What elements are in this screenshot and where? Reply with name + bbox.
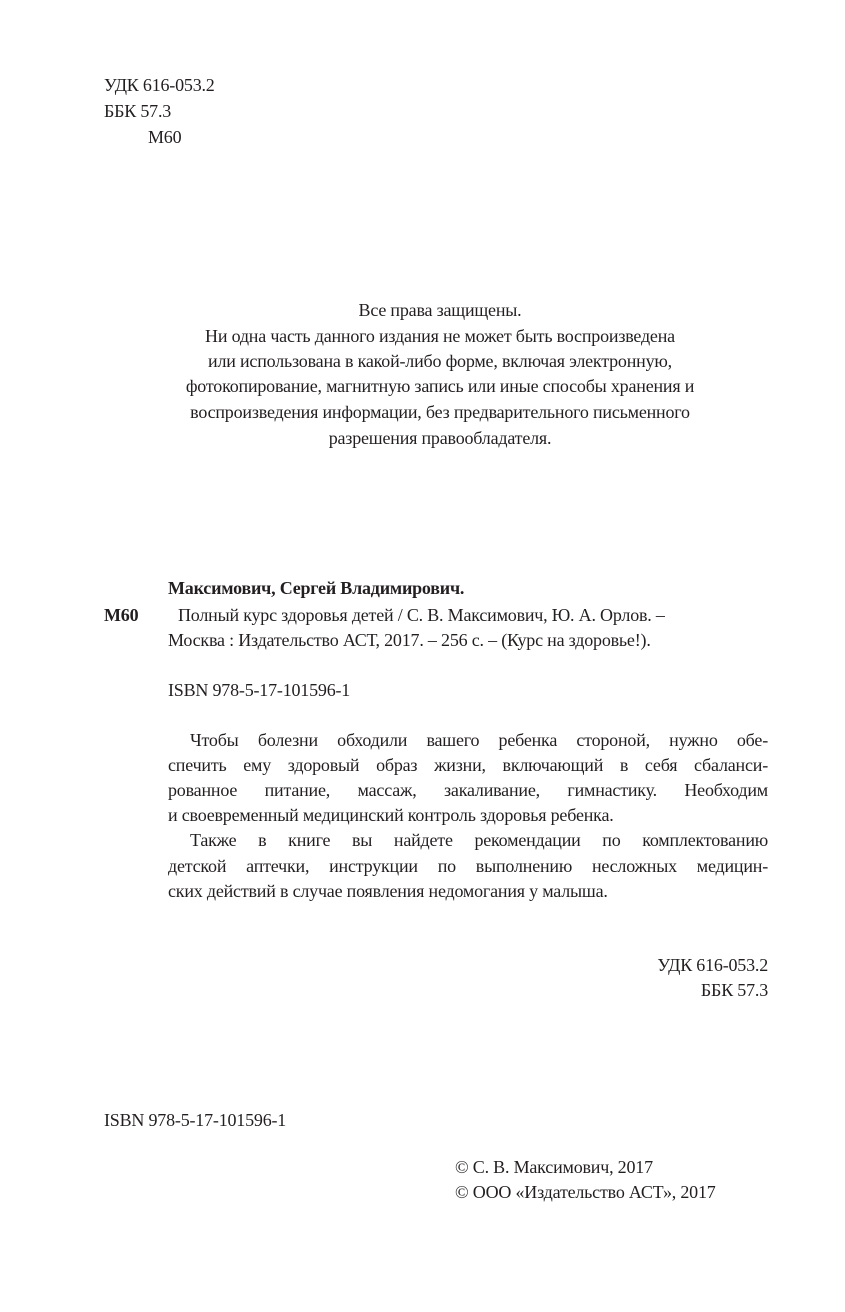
- catalog-imprint: Москва : Издательство АСТ, 2017. – 256 с. – (Курс на здоровье!).: [168, 630, 651, 650]
- footer-isbn: ISBN 978-5-17-101596-1: [104, 1110, 287, 1130]
- catalog-title: Полный курс здоровья детей / С. В. Максимович, Ю. А. Орлов. –: [178, 605, 665, 625]
- copyright-line: © С. В. Максимович, 2017: [455, 1157, 653, 1177]
- rights-line: разрешения правообладателя.: [328, 428, 552, 448]
- annotation-line: Чтобы болезни обходили вашего ребенка стороной, нужно обе-: [190, 730, 768, 750]
- annotation-line: Также в книге вы найдете рекомендации по комплектованию: [190, 830, 768, 850]
- catalog-mark: М60: [104, 605, 139, 625]
- annotation-line: и своевременный медицинский контроль здоровья ребенка.: [168, 805, 614, 825]
- annotation-line: рованное питание, массаж, закаливание, гимнастику. Необходим: [168, 780, 768, 800]
- catalog-isbn: ISBN 978-5-17-101596-1: [168, 680, 351, 700]
- annotation-line: ских действий в случае появления недомогания у малыша.: [168, 881, 608, 901]
- rights-line: воспроизведения информации, без предварительного письменного: [190, 402, 690, 422]
- rights-line: или использована в какой-либо форме, включая электронную,: [208, 351, 672, 371]
- rights-line: фотокопирование, магнитную запись или иные способы хранения и: [185, 376, 695, 396]
- rights-line: Все права защищены.: [358, 300, 522, 320]
- annotation-line: детской аптечки, инструкции по выполнению несложных медицин-: [168, 856, 768, 876]
- bbk-code: ББК 57.3: [104, 101, 172, 121]
- catalog-udk: УДК 616-053.2: [657, 955, 768, 975]
- catalog-bbk: ББК 57.3: [700, 980, 768, 1000]
- copyright-line: © ООО «Издательство АСТ», 2017: [455, 1182, 716, 1202]
- annotation-line: спечить ему здоровый образ жизни, включающий в себя сбаланси-: [168, 755, 768, 775]
- catalog-author: Максимович, Сергей Владимирович.: [168, 578, 465, 598]
- author-mark: М60: [148, 127, 182, 147]
- rights-line: Ни одна часть данного издания не может быть воспроизведена: [205, 326, 675, 346]
- udk-code: УДК 616-053.2: [104, 75, 215, 95]
